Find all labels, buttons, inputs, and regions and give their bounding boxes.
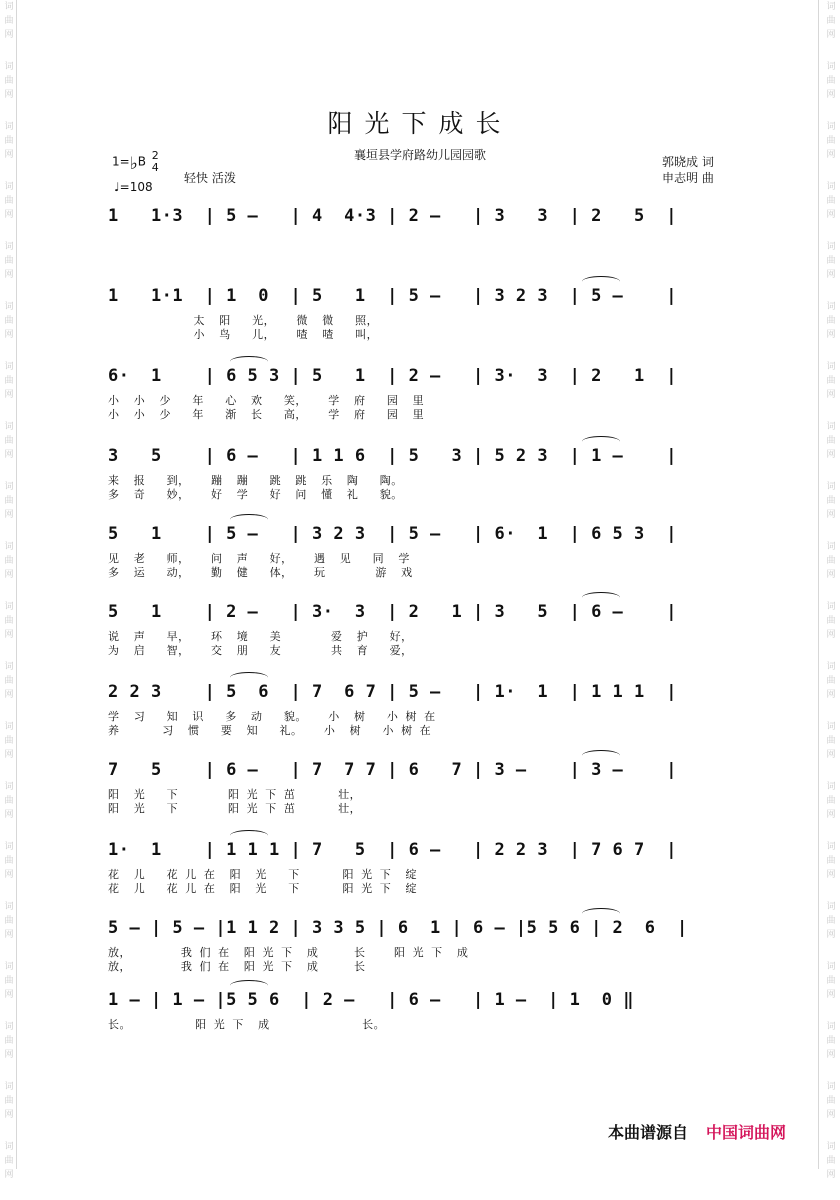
watermark-char: 词 [4, 182, 14, 192]
lyric-verse-1: 见 老 师， 问 声 好， 遇 见 同 学 [108, 552, 410, 565]
watermark-char: 词 [4, 962, 14, 972]
watermark-char: 网 [826, 1050, 836, 1060]
watermark-char: 网 [4, 510, 14, 520]
lyricist-credit: 郭晓成 词 [662, 155, 714, 169]
lyric-verse-1: 小 小 少 年 心 欢 笑， 学 府 园 里 [108, 394, 425, 407]
watermark-char: 词 [826, 1022, 836, 1032]
time-signature [152, 150, 159, 174]
watermark-char: 词 [4, 1082, 14, 1092]
key-note: B [137, 154, 146, 169]
watermark-char: 曲 [4, 436, 14, 446]
watermark-char: 词 [826, 422, 836, 432]
slur-arc [230, 514, 268, 525]
watermark-char: 网 [4, 210, 14, 220]
watermark-char: 词 [826, 962, 836, 972]
time-bottom: 4 [151, 161, 159, 174]
lyric-verse-1: 阳 光 下 阳 光 下 茁 壮， [108, 788, 362, 801]
time-top: 2 [151, 149, 159, 162]
watermark-char: 曲 [4, 256, 14, 266]
lyric-verse-2: 阳 光 下 阳 光 下 茁 壮， [108, 802, 362, 815]
watermark-gap [2, 462, 16, 480]
watermark-char: 网 [4, 810, 14, 820]
watermark-gap [824, 342, 838, 360]
watermark-char: 曲 [4, 76, 14, 86]
watermark-char: 网 [4, 750, 14, 760]
watermark-char: 曲 [826, 436, 836, 446]
tempo-value: =108 [119, 180, 153, 194]
watermark-char: 网 [826, 930, 836, 940]
key-label: 1= [112, 154, 130, 169]
watermark-gap [824, 582, 838, 600]
watermark-char: 词 [826, 62, 836, 72]
watermark-char: 曲 [4, 316, 14, 326]
watermark-char: 词 [826, 662, 836, 672]
watermark-char: 网 [826, 150, 836, 160]
watermark-gap [2, 582, 16, 600]
left-watermark-strip [2, 0, 16, 1180]
watermark-char: 曲 [4, 676, 14, 686]
watermark-char: 网 [4, 870, 14, 880]
watermark-char: 网 [4, 270, 14, 280]
watermark-char: 网 [4, 1170, 14, 1180]
watermark-char: 网 [4, 990, 14, 1000]
watermark-gap [2, 882, 16, 900]
watermark-gap [824, 942, 838, 960]
quarter-note-icon: ♩ [114, 180, 120, 194]
watermark-char: 词 [826, 722, 836, 732]
watermark-char: 网 [4, 570, 14, 580]
watermark-gap [2, 42, 16, 60]
watermark-char: 词 [4, 302, 14, 312]
watermark-char: 词 [4, 722, 14, 732]
watermark-char: 网 [4, 150, 14, 160]
song-subtitle: 襄垣县学府路幼儿园园歌 [353, 148, 486, 162]
watermark-char: 网 [826, 210, 836, 220]
lyric-verse-2: 小 小 少 年 渐 长 高， 学 府 园 里 [108, 408, 425, 421]
watermark-char: 词 [4, 602, 14, 612]
key-signature [112, 150, 159, 174]
watermark-gap [2, 342, 16, 360]
watermark-gap [824, 42, 838, 60]
watermark-gap [824, 462, 838, 480]
watermark-char: 词 [4, 782, 14, 792]
watermark-char: 网 [826, 1170, 836, 1180]
watermark-char: 词 [4, 842, 14, 852]
watermark-char: 词 [4, 662, 14, 672]
watermark-gap [2, 222, 16, 240]
watermark-gap [824, 1002, 838, 1020]
watermark-gap [2, 402, 16, 420]
composer-credit: 申志明 曲 [662, 171, 714, 185]
watermark-char: 词 [4, 1022, 14, 1032]
watermark-char: 网 [826, 30, 836, 40]
watermark-char: 曲 [4, 976, 14, 986]
watermark-char: 网 [826, 690, 836, 700]
left-margin-line [16, 0, 17, 1169]
watermark-char: 网 [4, 450, 14, 460]
lyric-verse-1: 长。 阳 光 下 成 长。 [108, 1018, 386, 1031]
watermark-char: 网 [826, 1110, 836, 1120]
watermark-char: 词 [4, 242, 14, 252]
watermark-char: 网 [826, 810, 836, 820]
watermark-char: 网 [826, 450, 836, 460]
watermark-char: 网 [4, 690, 14, 700]
watermark-char: 网 [4, 90, 14, 100]
watermark-char: 曲 [826, 196, 836, 206]
watermark-char: 曲 [826, 976, 836, 986]
lyric-verse-1: 太 阳 光， 微 微 照， [108, 314, 379, 327]
watermark-char: 曲 [4, 1036, 14, 1046]
watermark-char: 曲 [4, 556, 14, 566]
notation-line: 6· 1 | 6 5 3 | 5 1 | 2 – | 3· 3 | 2 1 | [108, 366, 677, 386]
lyric-verse-1: 说 声 早， 环 境 美 爱 护 好， [108, 630, 413, 643]
watermark-char: 网 [826, 510, 836, 520]
watermark-char: 曲 [826, 1156, 836, 1166]
watermark-char: 曲 [826, 376, 836, 386]
watermark-char: 词 [826, 122, 836, 132]
lyric-verse-2: 小 鸟 儿， 喳 喳 叫， [108, 328, 379, 341]
slur-arc [230, 672, 268, 683]
watermark-char: 词 [4, 362, 14, 372]
watermark-char: 词 [4, 62, 14, 72]
notation-line: 2 2 3 | 5 6 | 7 6 7 | 5 – | 1· 1 | 1 1 1 | [108, 682, 677, 702]
watermark-char: 曲 [4, 1096, 14, 1106]
watermark-char: 曲 [826, 916, 836, 926]
footer-source [608, 1120, 786, 1143]
watermark-char: 词 [826, 842, 836, 852]
watermark-char: 网 [826, 270, 836, 280]
watermark-char: 词 [826, 542, 836, 552]
lyric-verse-1: 来 报 到， 蹦 蹦 跳 跳 乐 陶 陶。 [108, 474, 403, 487]
watermark-char: 网 [826, 90, 836, 100]
watermark-gap [824, 1062, 838, 1080]
watermark-char: 词 [4, 902, 14, 912]
watermark-gap [2, 282, 16, 300]
right-watermark-strip [824, 0, 838, 1180]
lyric-verse-2: 放， 我 们 在 阳 光 下 成 长 [108, 960, 366, 973]
watermark-char: 网 [826, 630, 836, 640]
watermark-char: 曲 [826, 136, 836, 146]
watermark-char: 网 [4, 630, 14, 640]
watermark-char: 词 [826, 2, 836, 12]
watermark-char: 曲 [826, 256, 836, 266]
notation-line: 5 1 | 5 – | 3 2 3 | 5 – | 6· 1 | 6 5 3 | [108, 524, 677, 544]
watermark-gap [2, 162, 16, 180]
watermark-char: 网 [4, 1110, 14, 1120]
watermark-char: 曲 [826, 556, 836, 566]
watermark-char: 曲 [4, 916, 14, 926]
watermark-char: 网 [4, 330, 14, 340]
watermark-char: 词 [826, 1142, 836, 1152]
slur-arc [582, 592, 620, 603]
watermark-char: 曲 [4, 856, 14, 866]
footer-source-label: 本曲谱源自 [608, 1123, 689, 1142]
watermark-char: 曲 [826, 496, 836, 506]
watermark-gap [824, 222, 838, 240]
slur-arc [230, 830, 268, 841]
watermark-gap [2, 522, 16, 540]
watermark-gap [824, 762, 838, 780]
watermark-gap [2, 1122, 16, 1140]
watermark-gap [2, 702, 16, 720]
notation-line: 1 – | 1 – |5 5 6 | 2 – | 6 – | 1 – | 1 0 ‖ [108, 990, 635, 1010]
notation-line: 7 5 | 6 – | 7 7 7 | 6 7 | 3 – | 3 – | [108, 760, 677, 780]
watermark-char: 曲 [4, 16, 14, 26]
watermark-gap [2, 822, 16, 840]
lyric-verse-2: 为 启 智， 交 朋 友 共 育 爱， [108, 644, 413, 657]
watermark-char: 词 [826, 782, 836, 792]
watermark-char: 网 [826, 570, 836, 580]
footer-site-name: 中国词曲网 [706, 1123, 787, 1142]
watermark-char: 词 [826, 302, 836, 312]
watermark-char: 网 [4, 390, 14, 400]
watermark-char: 曲 [4, 496, 14, 506]
watermark-gap [2, 1182, 16, 1200]
song-title: 阳光下成长 [327, 109, 513, 138]
watermark-char: 词 [4, 482, 14, 492]
watermark-char: 曲 [826, 1096, 836, 1106]
lyric-verse-2: 养 习 惯 要 知 礼。 小 树 小 树 在 [108, 724, 432, 737]
lyric-verse-1: 放， 我 们 在 阳 光 下 成 长 阳 光 下 成 [108, 946, 469, 959]
watermark-char: 曲 [4, 736, 14, 746]
watermark-char: 词 [826, 482, 836, 492]
watermark-char: 曲 [826, 796, 836, 806]
watermark-char: 词 [826, 182, 836, 192]
lyric-verse-2: 花 儿 花 儿 在 阳 光 下 阳 光 下 绽 [108, 882, 417, 895]
watermark-char: 曲 [4, 1156, 14, 1166]
watermark-char: 网 [826, 330, 836, 340]
watermark-char: 曲 [4, 136, 14, 146]
watermark-char: 词 [826, 602, 836, 612]
watermark-char: 网 [826, 990, 836, 1000]
watermark-char: 词 [4, 542, 14, 552]
right-margin-line [818, 0, 819, 1169]
watermark-gap [824, 522, 838, 540]
watermark-gap [824, 642, 838, 660]
watermark-char: 曲 [826, 676, 836, 686]
slur-arc [230, 356, 268, 367]
watermark-char: 网 [4, 30, 14, 40]
watermark-gap [2, 642, 16, 660]
watermark-char: 词 [4, 2, 14, 12]
watermark-char: 网 [4, 930, 14, 940]
notation-line: 1 1·1 | 1 0 | 5 1 | 5 – | 3 2 3 | 5 – | [108, 286, 677, 306]
watermark-char: 曲 [826, 1036, 836, 1046]
watermark-gap [824, 162, 838, 180]
watermark-char: 词 [4, 122, 14, 132]
watermark-char: 网 [826, 750, 836, 760]
notation-line: 5 – | 5 – |1 1 2 | 3 3 5 | 6 1 | 6 – |5 5 6 | 2 6 | [108, 918, 688, 938]
watermark-gap [824, 1122, 838, 1140]
watermark-char: 词 [826, 902, 836, 912]
watermark-gap [2, 1002, 16, 1020]
watermark-char: 曲 [826, 16, 836, 26]
watermark-gap [824, 702, 838, 720]
notation-line: 3 5 | 6 – | 1 1 6 | 5 3 | 5 2 3 | 1 – | [108, 446, 677, 466]
watermark-gap [824, 822, 838, 840]
watermark-char: 曲 [4, 616, 14, 626]
lyric-verse-2: 多 运 动， 勤 健 体， 玩 游 戏 [108, 566, 413, 579]
watermark-char: 曲 [4, 376, 14, 386]
slur-arc [582, 908, 620, 919]
watermark-gap [824, 402, 838, 420]
watermark-char: 曲 [826, 616, 836, 626]
notation-line: 1· 1 | 1 1 1 | 7 5 | 6 – | 2 2 3 | 7 6 7 | [108, 840, 677, 860]
watermark-char: 词 [4, 1142, 14, 1152]
notation-line: 1 1·3 | 5 – | 4 4·3 | 2 – | 3 3 | 2 5 | [108, 206, 677, 226]
slur-arc [582, 276, 620, 287]
slur-arc [582, 750, 620, 761]
notation-line: 5 1 | 2 – | 3· 3 | 2 1 | 3 5 | 6 – | [108, 602, 677, 622]
watermark-char: 词 [4, 422, 14, 432]
watermark-char: 曲 [826, 76, 836, 86]
watermark-char: 词 [826, 1082, 836, 1092]
watermark-gap [824, 282, 838, 300]
expression-marking: 轻快 活泼 [184, 171, 236, 185]
watermark-gap [2, 762, 16, 780]
watermark-char: 词 [826, 242, 836, 252]
watermark-char: 曲 [4, 196, 14, 206]
watermark-char: 词 [826, 362, 836, 372]
watermark-gap [824, 882, 838, 900]
watermark-gap [824, 1182, 838, 1200]
lyric-verse-1: 花 儿 花 儿 在 阳 光 下 阳 光 下 绽 [108, 868, 417, 881]
watermark-gap [2, 942, 16, 960]
lyric-verse-1: 学 习 知 识 多 动 貌。 小 树 小 树 在 [108, 710, 436, 723]
watermark-char: 曲 [826, 856, 836, 866]
lyric-verse-2: 多 奇 妙， 好 学 好 问 懂 礼 貌。 [108, 488, 403, 501]
watermark-char: 网 [4, 1050, 14, 1060]
flat-icon: ♭ [129, 153, 138, 174]
tempo-marking [114, 180, 153, 194]
watermark-char: 网 [826, 870, 836, 880]
slur-arc [230, 980, 268, 991]
watermark-gap [2, 1062, 16, 1080]
watermark-char: 曲 [826, 316, 836, 326]
watermark-char: 曲 [826, 736, 836, 746]
watermark-char: 网 [826, 390, 836, 400]
watermark-char: 曲 [4, 796, 14, 806]
slur-arc [582, 436, 620, 447]
